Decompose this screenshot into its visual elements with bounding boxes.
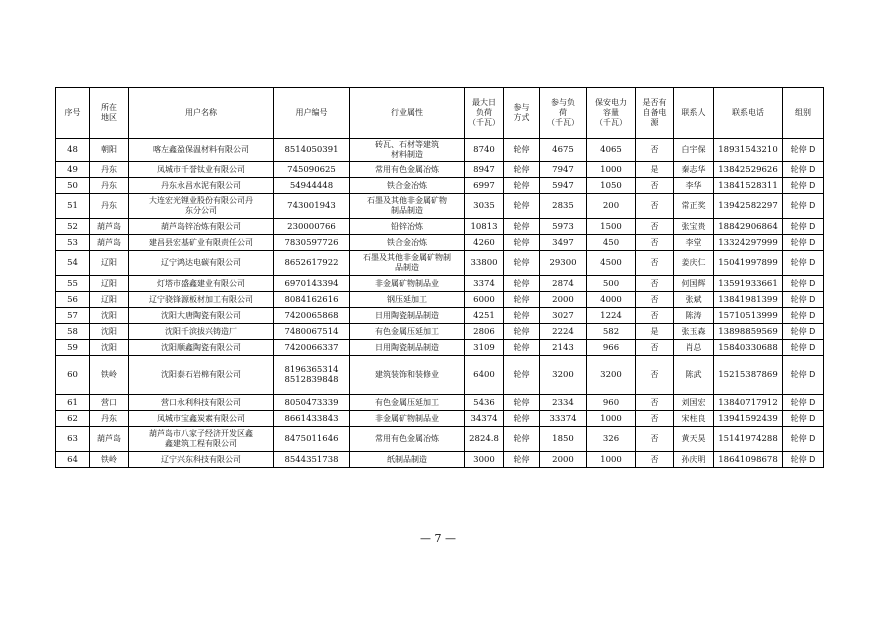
table-cell: 铅锌冶炼 bbox=[350, 219, 465, 235]
table-cell: 常正奖 bbox=[674, 194, 714, 219]
table-cell: 李华 bbox=[674, 178, 714, 194]
table-cell: 4675 bbox=[540, 139, 587, 162]
load-shedding-table bbox=[55, 87, 824, 468]
table-cell: 13591933661 bbox=[714, 276, 783, 292]
table-cell: 960 bbox=[587, 395, 636, 411]
table-cell: 450 bbox=[587, 235, 636, 251]
header-cell: 最大日 负荷 （千瓦） bbox=[465, 88, 504, 139]
table-cell: 否 bbox=[636, 292, 674, 308]
table-row bbox=[56, 178, 824, 194]
table-cell: 是 bbox=[636, 324, 674, 340]
table-cell: 非金属矿物制品业 bbox=[350, 411, 465, 427]
table-cell: 8544351738 bbox=[274, 452, 350, 468]
table-cell: 2835 bbox=[540, 194, 587, 219]
table-cell: 1000 bbox=[587, 162, 636, 178]
table-cell: 日用陶瓷制品制造 bbox=[350, 308, 465, 324]
table-cell: 轮停 bbox=[504, 194, 540, 219]
table-cell: 轮停 D bbox=[783, 356, 824, 395]
table-row bbox=[56, 340, 824, 356]
table-cell: 轮停 D bbox=[783, 324, 824, 340]
table-cell: 3035 bbox=[465, 194, 504, 219]
table-cell: 15710513999 bbox=[714, 308, 783, 324]
table-cell: 2143 bbox=[540, 340, 587, 356]
header-cell: 参与负 荷 （千瓦） bbox=[540, 88, 587, 139]
table-row bbox=[56, 251, 824, 276]
table-row bbox=[56, 356, 824, 395]
table-cell: 有色金属压延加工 bbox=[350, 324, 465, 340]
table-cell: 13841981399 bbox=[714, 292, 783, 308]
table-cell: 3027 bbox=[540, 308, 587, 324]
table-cell: 3000 bbox=[465, 452, 504, 468]
table-cell: 13941592439 bbox=[714, 411, 783, 427]
table-cell: 沈阳大唐陶瓷有限公司 bbox=[129, 308, 274, 324]
table-cell: 轮停 D bbox=[783, 340, 824, 356]
table-cell: 10813 bbox=[465, 219, 504, 235]
table-cell: 铁岭 bbox=[90, 452, 129, 468]
table-cell: 轮停 bbox=[504, 219, 540, 235]
table-cell: 18931543210 bbox=[714, 139, 783, 162]
table-cell: 15041997899 bbox=[714, 251, 783, 276]
table-row bbox=[56, 427, 824, 452]
table-cell: 辽宁鸿达电碳有限公司 bbox=[129, 251, 274, 276]
table-cell: 3200 bbox=[540, 356, 587, 395]
table-cell: 58 bbox=[56, 324, 90, 340]
table-cell: 轮停 D bbox=[783, 395, 824, 411]
table-cell: 34374 bbox=[465, 411, 504, 427]
table-cell: 轮停 bbox=[504, 178, 540, 194]
table-cell: 建筑装饰和装修业 bbox=[350, 356, 465, 395]
table-cell: 2806 bbox=[465, 324, 504, 340]
table-cell: 7420065868 bbox=[274, 308, 350, 324]
table-cell: 孙庆明 bbox=[674, 452, 714, 468]
table-cell: 18842906864 bbox=[714, 219, 783, 235]
table-cell: 非金属矿物制品业 bbox=[350, 276, 465, 292]
table-cell: 沈阳 bbox=[90, 324, 129, 340]
table-cell: 326 bbox=[587, 427, 636, 452]
table-cell: 葫芦岛 bbox=[90, 219, 129, 235]
table-cell: 轮停 bbox=[504, 356, 540, 395]
table-row bbox=[56, 139, 824, 162]
table-cell: 49 bbox=[56, 162, 90, 178]
table-cell: 5973 bbox=[540, 219, 587, 235]
table-header-row bbox=[56, 88, 824, 139]
table-cell: 13898859569 bbox=[714, 324, 783, 340]
table-cell: 葫芦岛锌冶炼有限公司 bbox=[129, 219, 274, 235]
table-cell: 钢压延加工 bbox=[350, 292, 465, 308]
table-cell: 营口永利科技有限公司 bbox=[129, 395, 274, 411]
table-cell: 灯塔市盛鑫建业有限公司 bbox=[129, 276, 274, 292]
table-cell: 4065 bbox=[587, 139, 636, 162]
table-cell: 轮停 bbox=[504, 308, 540, 324]
table-cell: 1050 bbox=[587, 178, 636, 194]
table-cell: 18641098678 bbox=[714, 452, 783, 468]
table-cell: 否 bbox=[636, 356, 674, 395]
table-cell: 轮停 D bbox=[783, 178, 824, 194]
table-cell: 常用有色金属冶炼 bbox=[350, 162, 465, 178]
table-cell: 52 bbox=[56, 219, 90, 235]
table-cell: 4251 bbox=[465, 308, 504, 324]
table-cell: 13841528311 bbox=[714, 178, 783, 194]
table-cell: 陈涛 bbox=[674, 308, 714, 324]
table-cell: 54944448 bbox=[274, 178, 350, 194]
table-cell: 秦志华 bbox=[674, 162, 714, 178]
table-cell: 辽宁兴东科技有限公司 bbox=[129, 452, 274, 468]
table-cell: 轮停 bbox=[504, 452, 540, 468]
table-cell: 李堂 bbox=[674, 235, 714, 251]
table-cell: 张宝贵 bbox=[674, 219, 714, 235]
table-cell: 55 bbox=[56, 276, 90, 292]
table-cell: 60 bbox=[56, 356, 90, 395]
table-cell: 否 bbox=[636, 276, 674, 292]
table-cell: 13842529626 bbox=[714, 162, 783, 178]
table-cell: 5436 bbox=[465, 395, 504, 411]
table-cell: 13942582297 bbox=[714, 194, 783, 219]
table-cell: 8740 bbox=[465, 139, 504, 162]
table-cell: 铁合金冶炼 bbox=[350, 235, 465, 251]
table-cell: 15840330688 bbox=[714, 340, 783, 356]
table-cell: 宋柱良 bbox=[674, 411, 714, 427]
table-cell: 54 bbox=[56, 251, 90, 276]
table-cell: 葫芦岛市八家子经济开发区鑫 鑫建筑工程有限公司 bbox=[129, 427, 274, 452]
table-cell: 轮停 D bbox=[783, 194, 824, 219]
table-cell: 3109 bbox=[465, 340, 504, 356]
table-cell: 肖总 bbox=[674, 340, 714, 356]
table-cell: 辽宁骁锋源板材加工有限公司 bbox=[129, 292, 274, 308]
table-row bbox=[56, 411, 824, 427]
table-cell: 否 bbox=[636, 452, 674, 468]
table-cell: 否 bbox=[636, 308, 674, 324]
table-cell: 纸制品制造 bbox=[350, 452, 465, 468]
table-cell: 沈阳 bbox=[90, 308, 129, 324]
header-cell: 用户编号 bbox=[274, 88, 350, 139]
table-cell: 有色金属压延加工 bbox=[350, 395, 465, 411]
table-cell: 否 bbox=[636, 219, 674, 235]
table-cell: 53 bbox=[56, 235, 90, 251]
table-cell: 建昌县宏基矿业有限责任公司 bbox=[129, 235, 274, 251]
table-cell: 轮停 bbox=[504, 139, 540, 162]
table-cell: 轮停 D bbox=[783, 219, 824, 235]
table-cell: 轮停 bbox=[504, 411, 540, 427]
table-cell: 轮停 D bbox=[783, 411, 824, 427]
table-cell: 否 bbox=[636, 427, 674, 452]
header-cell: 行业属性 bbox=[350, 88, 465, 139]
table-cell: 8084162616 bbox=[274, 292, 350, 308]
table-cell: 轮停 D bbox=[783, 235, 824, 251]
table-cell: 丹东 bbox=[90, 162, 129, 178]
table-cell: 2874 bbox=[540, 276, 587, 292]
table-cell: 3374 bbox=[465, 276, 504, 292]
table-row bbox=[56, 308, 824, 324]
table-row bbox=[56, 194, 824, 219]
header-cell: 组别 bbox=[783, 88, 824, 139]
table-cell: 凤城市宝鑫炭素有限公司 bbox=[129, 411, 274, 427]
table-cell: 喀左鑫盈保温材料有限公司 bbox=[129, 139, 274, 162]
table-cell: 56 bbox=[56, 292, 90, 308]
table-row bbox=[56, 162, 824, 178]
table-cell: 8050473339 bbox=[274, 395, 350, 411]
table-cell: 6400 bbox=[465, 356, 504, 395]
table-cell: 轮停 D bbox=[783, 139, 824, 162]
table-cell: 48 bbox=[56, 139, 90, 162]
table-cell: 否 bbox=[636, 178, 674, 194]
table-cell: 15141974288 bbox=[714, 427, 783, 452]
table-cell: 张斌 bbox=[674, 292, 714, 308]
table-cell: 轮停 D bbox=[783, 251, 824, 276]
table-cell: 6997 bbox=[465, 178, 504, 194]
table-row bbox=[56, 276, 824, 292]
table-cell: 500 bbox=[587, 276, 636, 292]
table-body bbox=[56, 139, 824, 468]
table-cell: 2334 bbox=[540, 395, 587, 411]
table-cell: 沈阳泰石岩棉有限公司 bbox=[129, 356, 274, 395]
table-cell: 64 bbox=[56, 452, 90, 468]
table-cell: 57 bbox=[56, 308, 90, 324]
table-cell: 8947 bbox=[465, 162, 504, 178]
table-cell: 1850 bbox=[540, 427, 587, 452]
table-cell: 石墨及其他非金属矿物 制品制造 bbox=[350, 194, 465, 219]
table-cell: 4000 bbox=[587, 292, 636, 308]
table-cell: 陈武 bbox=[674, 356, 714, 395]
table-cell: 轮停 D bbox=[783, 292, 824, 308]
table-cell: 8652617922 bbox=[274, 251, 350, 276]
table-cell: 2824.8 bbox=[465, 427, 504, 452]
table-cell: 营口 bbox=[90, 395, 129, 411]
table-cell: 1000 bbox=[587, 452, 636, 468]
table-cell: 1224 bbox=[587, 308, 636, 324]
table-cell: 否 bbox=[636, 340, 674, 356]
table-row bbox=[56, 235, 824, 251]
header-cell: 联系人 bbox=[674, 88, 714, 139]
table-cell: 轮停 bbox=[504, 251, 540, 276]
table-row bbox=[56, 395, 824, 411]
table-cell: 轮停 D bbox=[783, 276, 824, 292]
table-cell: 丹东 bbox=[90, 411, 129, 427]
table-cell: 29300 bbox=[540, 251, 587, 276]
table-cell: 轮停 bbox=[504, 162, 540, 178]
table-cell: 8661433843 bbox=[274, 411, 350, 427]
table-cell: 葫芦岛 bbox=[90, 235, 129, 251]
table-cell: 葫芦岛 bbox=[90, 427, 129, 452]
table-cell: 582 bbox=[587, 324, 636, 340]
table-cell: 6970143394 bbox=[274, 276, 350, 292]
table-cell: 轮停 bbox=[504, 427, 540, 452]
table-cell: 8514050391 bbox=[274, 139, 350, 162]
table-cell: 2224 bbox=[540, 324, 587, 340]
table-cell: 7947 bbox=[540, 162, 587, 178]
table-cell: 辽阳 bbox=[90, 292, 129, 308]
table-cell: 51 bbox=[56, 194, 90, 219]
table-cell: 轮停 bbox=[504, 324, 540, 340]
header-cell: 保安电力 容量 （千瓦） bbox=[587, 88, 636, 139]
table-cell: 丹东永昌水泥有限公司 bbox=[129, 178, 274, 194]
table-cell: 745090625 bbox=[274, 162, 350, 178]
table-cell: 辽阳 bbox=[90, 251, 129, 276]
table-cell: 5947 bbox=[540, 178, 587, 194]
table-cell: 轮停 bbox=[504, 340, 540, 356]
table-cell: 张玉森 bbox=[674, 324, 714, 340]
table-cell: 铁合金冶炼 bbox=[350, 178, 465, 194]
table-cell: 轮停 D bbox=[783, 162, 824, 178]
table-cell: 日用陶瓷制品制造 bbox=[350, 340, 465, 356]
table-cell: 63 bbox=[56, 427, 90, 452]
table-cell: 沈阳 bbox=[90, 340, 129, 356]
table-cell: 轮停 D bbox=[783, 452, 824, 468]
table-cell: 黄天昊 bbox=[674, 427, 714, 452]
table-row bbox=[56, 292, 824, 308]
table-cell: 13840717912 bbox=[714, 395, 783, 411]
table-cell: 沈阳顺鑫陶瓷有限公司 bbox=[129, 340, 274, 356]
table-cell: 13324297999 bbox=[714, 235, 783, 251]
table-cell: 何国辉 bbox=[674, 276, 714, 292]
table-cell: 轮停 bbox=[504, 292, 540, 308]
table-cell: 4500 bbox=[587, 251, 636, 276]
table-cell: 朝阳 bbox=[90, 139, 129, 162]
table-cell: 15215387869 bbox=[714, 356, 783, 395]
table-cell: 轮停 bbox=[504, 395, 540, 411]
table-cell: 否 bbox=[636, 235, 674, 251]
table-row bbox=[56, 324, 824, 340]
table-cell: 否 bbox=[636, 139, 674, 162]
table-cell: 743001943 bbox=[274, 194, 350, 219]
table-cell: 1500 bbox=[587, 219, 636, 235]
header-cell: 联系电话 bbox=[714, 88, 783, 139]
header-cell: 所在 地区 bbox=[90, 88, 129, 139]
table-cell: 50 bbox=[56, 178, 90, 194]
table-cell: 姜庆仁 bbox=[674, 251, 714, 276]
page-number: — 7 — bbox=[420, 532, 456, 545]
table-row bbox=[56, 452, 824, 468]
table-cell: 3200 bbox=[587, 356, 636, 395]
table-cell: 否 bbox=[636, 395, 674, 411]
table-cell: 刘国宏 bbox=[674, 395, 714, 411]
table-cell: 砖瓦、石材等建筑 材料制造 bbox=[350, 139, 465, 162]
table-cell: 8196365314 8512839848 bbox=[274, 356, 350, 395]
table-cell: 常用有色金属冶炼 bbox=[350, 427, 465, 452]
table-cell: 6000 bbox=[465, 292, 504, 308]
table-cell: 辽阳 bbox=[90, 276, 129, 292]
table-cell: 否 bbox=[636, 251, 674, 276]
table-cell: 7480067514 bbox=[274, 324, 350, 340]
table-cell: 2000 bbox=[540, 452, 587, 468]
table-cell: 轮停 D bbox=[783, 427, 824, 452]
table-cell: 33374 bbox=[540, 411, 587, 427]
table-cell: 沈阳千滨拔兴铸造厂 bbox=[129, 324, 274, 340]
table-cell: 7830597726 bbox=[274, 235, 350, 251]
header-cell: 参与 方式 bbox=[504, 88, 540, 139]
table-cell: 铁岭 bbox=[90, 356, 129, 395]
table-cell: 轮停 bbox=[504, 235, 540, 251]
table-cell: 大连宏光锂业股份有限公司丹 东分公司 bbox=[129, 194, 274, 219]
table-cell: 轮停 bbox=[504, 276, 540, 292]
table-row bbox=[56, 219, 824, 235]
table-cell: 61 bbox=[56, 395, 90, 411]
table-cell: 59 bbox=[56, 340, 90, 356]
table-cell: 是 bbox=[636, 162, 674, 178]
header-cell: 序号 bbox=[56, 88, 90, 139]
table-cell: 否 bbox=[636, 411, 674, 427]
table-cell: 62 bbox=[56, 411, 90, 427]
table-cell: 白宇保 bbox=[674, 139, 714, 162]
table-cell: 轮停 D bbox=[783, 308, 824, 324]
table-cell: 7420066337 bbox=[274, 340, 350, 356]
table-cell: 8475011646 bbox=[274, 427, 350, 452]
table-cell: 4260 bbox=[465, 235, 504, 251]
table-cell: 966 bbox=[587, 340, 636, 356]
table-cell: 230000766 bbox=[274, 219, 350, 235]
table-cell: 石墨及其他非金属矿物制 品制造 bbox=[350, 251, 465, 276]
table-cell: 丹东 bbox=[90, 178, 129, 194]
table-cell: 3497 bbox=[540, 235, 587, 251]
table-cell: 1000 bbox=[587, 411, 636, 427]
table-cell: 凤城市千誉钛业有限公司 bbox=[129, 162, 274, 178]
table-cell: 丹东 bbox=[90, 194, 129, 219]
header-cell: 用户名称 bbox=[129, 88, 274, 139]
table-cell: 否 bbox=[636, 194, 674, 219]
header-cell: 是否有 自备电 源 bbox=[636, 88, 674, 139]
table-cell: 200 bbox=[587, 194, 636, 219]
table-cell: 2000 bbox=[540, 292, 587, 308]
table-cell: 33800 bbox=[465, 251, 504, 276]
